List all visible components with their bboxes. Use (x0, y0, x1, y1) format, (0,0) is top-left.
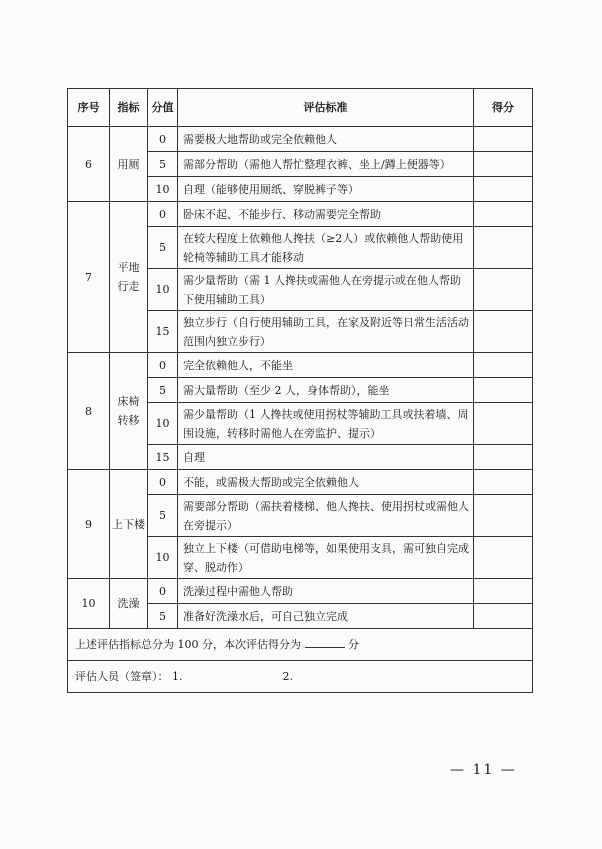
assessor-line (68, 661, 533, 693)
assessor-row (68, 661, 533, 693)
standard-text: 完全依赖他人，不能坐 (178, 353, 474, 378)
header-score: 得分 (474, 89, 533, 127)
header-score-value: 分值 (148, 89, 178, 127)
standard-text: 需大量帮助（至少 2 人，身体帮助），能坐 (178, 378, 474, 403)
assessor-label: 评估人员（签章）： (75, 670, 169, 683)
table-row (68, 127, 533, 152)
score-cell[interactable] (474, 311, 533, 353)
score-blank[interactable] (305, 636, 345, 648)
score-value: 0 (148, 470, 178, 495)
standard-text: 需少量帮助（1 人搀扶或使用拐杖等辅助工具或扶着墙、周围设施，转移时需他人在旁监护、提示） (178, 403, 474, 445)
total-score-line (68, 629, 533, 661)
score-unit: 分 (348, 638, 359, 651)
score-value: 0 (148, 202, 178, 227)
score-value: 10 (148, 269, 178, 311)
standard-text: 卧床不起、不能步行、移动需要完全帮助 (178, 202, 474, 227)
item-number: 6 (68, 127, 110, 202)
item-number: 7 (68, 202, 110, 353)
standard-text: 准备好洗澡水后，可自己独立完成 (178, 604, 474, 629)
total-score-text: 上述评估指标总分为 100 分，本次评估得分为 (75, 638, 301, 651)
score-value: 5 (148, 495, 178, 537)
score-cell[interactable] (474, 378, 533, 403)
standard-text: 需要极大地帮助或完全依赖他人 (178, 127, 474, 152)
score-cell[interactable] (474, 202, 533, 227)
score-cell[interactable] (474, 470, 533, 495)
score-value: 0 (148, 127, 178, 152)
table-row (68, 353, 533, 378)
score-cell[interactable] (474, 152, 533, 177)
standard-text: 需部分帮助（需他人帮忙整理衣裤、坐上/蹲上便器等） (178, 152, 474, 177)
assessment-table (67, 88, 533, 693)
score-cell[interactable] (474, 177, 533, 202)
standard-text: 独立步行（自行使用辅助工具，在家及附近等日常生活活动范围内独立步行） (178, 311, 474, 353)
indicator-name: 洗澡 (110, 579, 148, 629)
score-value: 15 (148, 445, 178, 470)
standard-text: 需要部分帮助（需扶着楼梯、他人搀扶、使用拐杖或需他人在旁提示） (178, 495, 474, 537)
standard-text: 需少量帮助（需 1 人搀扶或需他人在旁提示或在他人帮助下使用辅助工具） (178, 269, 474, 311)
score-value: 5 (148, 378, 178, 403)
header-standard: 评估标准 (178, 89, 474, 127)
indicator-name: 用厕 (110, 127, 148, 202)
score-cell[interactable] (474, 445, 533, 470)
indicator-name: 平地 行走 (110, 202, 148, 353)
score-value: 5 (148, 227, 178, 269)
score-cell[interactable] (474, 227, 533, 269)
score-cell[interactable] (474, 269, 533, 311)
score-value: 10 (148, 537, 178, 579)
standard-text: 不能，或需极大帮助或完全依赖他人 (178, 470, 474, 495)
page-number: — 11 — (450, 762, 517, 778)
summary-row (68, 629, 533, 661)
score-value: 10 (148, 403, 178, 445)
standard-text: 在较大程度上依赖他人搀扶（≥2人）或依赖他人帮助使用轮椅等辅助工具才能移动 (178, 227, 474, 269)
score-value: 0 (148, 579, 178, 604)
standard-text: 洗澡过程中需他人帮助 (178, 579, 474, 604)
header-row (68, 89, 533, 127)
score-cell[interactable] (474, 353, 533, 378)
score-cell[interactable] (474, 495, 533, 537)
score-value: 10 (148, 177, 178, 202)
standard-text: 独立上下楼（可借助电梯等，如果使用支具，需可独自完成穿、脱动作） (178, 537, 474, 579)
item-number: 9 (68, 470, 110, 579)
item-number: 10 (68, 579, 110, 629)
table-row (68, 470, 533, 495)
standard-text: 自理 (178, 445, 474, 470)
score-value: 0 (148, 353, 178, 378)
header-no: 序号 (68, 89, 110, 127)
score-cell[interactable] (474, 579, 533, 604)
header-indicator: 指标 (110, 89, 148, 127)
standard-text: 自理（能够使用厕纸、穿脱裤子等） (178, 177, 474, 202)
assessor-first[interactable]: 1. (172, 670, 183, 683)
score-cell[interactable] (474, 127, 533, 152)
indicator-name: 床椅 转移 (110, 353, 148, 470)
score-cell[interactable] (474, 604, 533, 629)
item-number: 8 (68, 353, 110, 470)
assessor-second[interactable]: 2. (282, 670, 293, 683)
indicator-name: 上下楼 (110, 470, 148, 579)
table-row (68, 202, 533, 227)
score-value: 15 (148, 311, 178, 353)
score-cell[interactable] (474, 537, 533, 579)
score-cell[interactable] (474, 403, 533, 445)
score-value: 5 (148, 604, 178, 629)
table-row (68, 579, 533, 604)
score-value: 5 (148, 152, 178, 177)
